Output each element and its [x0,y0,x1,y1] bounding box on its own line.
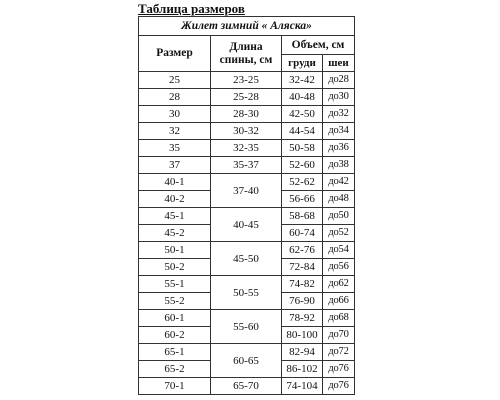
cell-back-length: 35-37 [211,157,282,174]
cell-chest: 82-94 [282,344,323,361]
table-header-row [139,36,355,55]
header-back-length-line1: Длина [229,40,263,53]
cell-chest: 42-50 [282,106,323,123]
cell-chest: 60-74 [282,225,323,242]
cell-neck: до50 [323,208,355,225]
cell-size: 40-1 [139,174,211,191]
table-row [139,174,355,191]
table-row [139,276,355,293]
header-neck: шеи [323,55,355,72]
table-row [139,123,355,140]
table-row [139,106,355,123]
header-chest: груди [282,55,323,72]
cell-neck: до76 [323,378,355,395]
cell-back-length: 25-28 [211,89,282,106]
cell-size: 28 [139,89,211,106]
cell-chest: 40-48 [282,89,323,106]
cell-back-length: 45-50 [211,242,282,276]
cell-chest: 76-90 [282,293,323,310]
cell-size: 65-2 [139,361,211,378]
cell-size: 32 [139,123,211,140]
cell-back-length: 28-30 [211,106,282,123]
cell-neck: до72 [323,344,355,361]
cell-chest: 72-84 [282,259,323,276]
cell-back-length: 65-70 [211,378,282,395]
cell-neck: до34 [323,123,355,140]
cell-chest: 32-42 [282,72,323,89]
cell-size: 50-1 [139,242,211,259]
cell-chest: 50-58 [282,140,323,157]
cell-neck: до52 [323,225,355,242]
cell-chest: 58-68 [282,208,323,225]
table-row [139,344,355,361]
cell-neck: до70 [323,327,355,344]
table-row [139,242,355,259]
cell-neck: до56 [323,259,355,276]
header-volume: Объем, см [282,36,355,55]
table-row [139,157,355,174]
cell-chest: 78-92 [282,310,323,327]
cell-neck: до68 [323,310,355,327]
size-table [138,16,355,395]
cell-size: 60-2 [139,327,211,344]
cell-size: 65-1 [139,344,211,361]
cell-neck: до66 [323,293,355,310]
table-row [139,378,355,395]
table-caption-row [139,17,355,36]
cell-size: 55-1 [139,276,211,293]
cell-back-length: 37-40 [211,174,282,208]
cell-back-length: 50-55 [211,276,282,310]
cell-back-length: 40-45 [211,208,282,242]
cell-neck: до30 [323,89,355,106]
cell-size: 30 [139,106,211,123]
cell-neck: до32 [323,106,355,123]
cell-neck: до76 [323,361,355,378]
cell-size: 70-1 [139,378,211,395]
cell-chest: 80-100 [282,327,323,344]
cell-size: 25 [139,72,211,89]
table-row [139,89,355,106]
cell-neck: до62 [323,276,355,293]
cell-neck: до48 [323,191,355,208]
table-caption: Жилет зимний « Аляска» [139,17,355,36]
cell-back-length: 30-32 [211,123,282,140]
table-row [139,208,355,225]
cell-chest: 62-76 [282,242,323,259]
cell-chest: 52-62 [282,174,323,191]
cell-chest: 74-104 [282,378,323,395]
header-size: Размер [139,36,211,72]
cell-neck: до28 [323,72,355,89]
cell-chest: 44-54 [282,123,323,140]
cell-size: 55-2 [139,293,211,310]
cell-neck: до38 [323,157,355,174]
cell-back-length: 32-35 [211,140,282,157]
cell-size: 45-2 [139,225,211,242]
cell-size: 45-1 [139,208,211,225]
cell-chest: 52-60 [282,157,323,174]
table-row [139,72,355,89]
table-row [139,310,355,327]
table-body [139,72,355,395]
cell-size: 35 [139,140,211,157]
cell-size: 40-2 [139,191,211,208]
cell-chest: 86-102 [282,361,323,378]
cell-neck: до36 [323,140,355,157]
cell-chest: 56-66 [282,191,323,208]
cell-neck: до42 [323,174,355,191]
header-back-length-line2: спины, см [219,53,273,66]
table-row [139,140,355,157]
cell-size: 50-2 [139,259,211,276]
header-back-length [211,36,282,72]
cell-chest: 74-82 [282,276,323,293]
cell-back-length: 60-65 [211,344,282,378]
cell-size: 60-1 [139,310,211,327]
page-title: Таблица размеров [138,1,245,16]
cell-back-length: 55-60 [211,310,282,344]
cell-neck: до54 [323,242,355,259]
cell-size: 37 [139,157,211,174]
cell-back-length: 23-25 [211,72,282,89]
